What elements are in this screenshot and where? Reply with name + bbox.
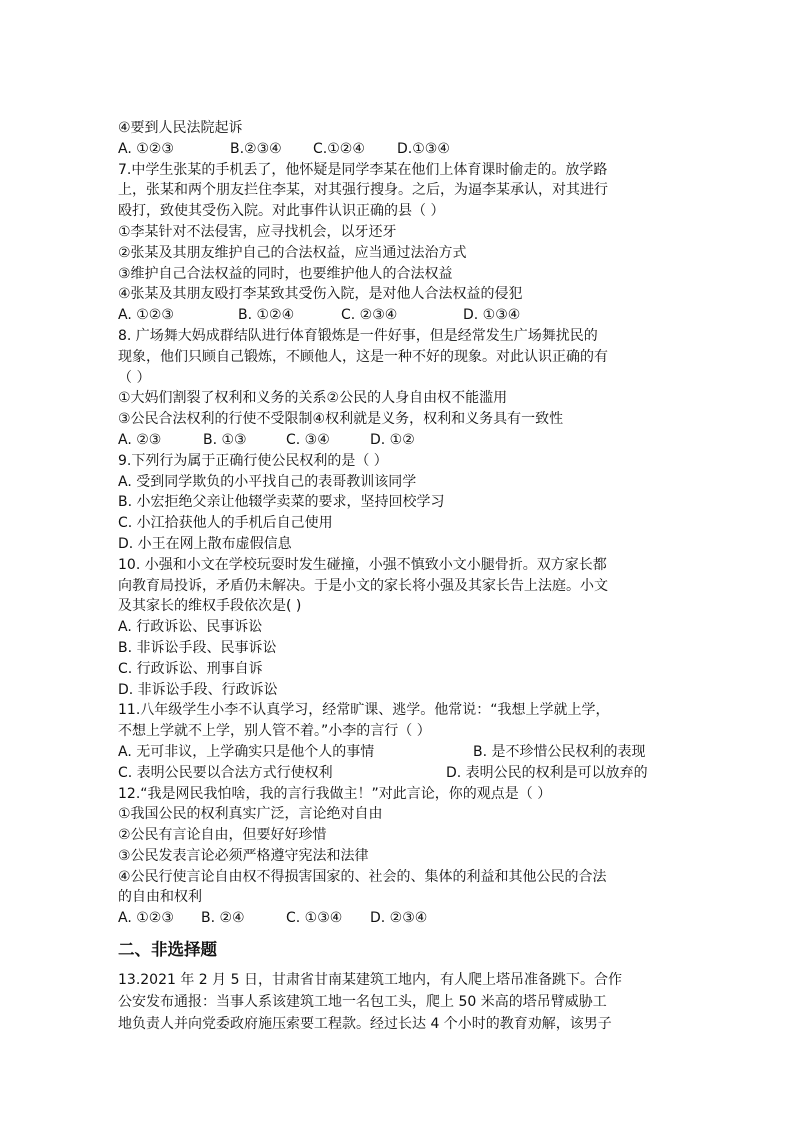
choice-d: D. ①② (370, 431, 415, 448)
choice-b: B. 是不珍惜公民权利的表现 (473, 743, 646, 760)
statement-line: 的自由和权利 (118, 889, 202, 906)
option-line: A. 行政诉讼、民事诉讼 (118, 619, 263, 636)
question-10-line: 10. 小强和小文在学校玩耍时发生碰撞，小强不慎致小文小腿骨折。双方家长都 (118, 556, 607, 573)
option-line: ④要到人民法院起诉 (118, 120, 243, 136)
question-7-line: 上，张某和两个朋友拦住李某，对其强行搜身。之后，为逼李某承认，对其进行 (118, 182, 608, 199)
statement-line: ①李某针对不法侵害，应寻找机会，以牙还牙 (118, 223, 397, 240)
option-line: B. 非诉讼手段、民事诉讼 (118, 639, 277, 656)
question-8-line: 现象，他们只顾自己锻炼，不顾他人，这是一种不好的现象。对此认识正确的有 (118, 348, 608, 365)
option-line: D. 非诉讼手段、行政诉讼 (118, 681, 278, 698)
choice-d: D. 表明公民的权利是可以放弃的 (446, 764, 648, 781)
exam-page (118, 118, 684, 1035)
option-line: D. 小王在网上散布虚假信息 (118, 535, 292, 552)
statement-line: ④张某及其朋友殴打李某致其受伤入院，是对他人合法权益的侵犯 (118, 286, 523, 303)
choice-d: D. ②③④ (370, 910, 428, 927)
statement-line: ③公民合法权利的行使不受限制④权利就是义务，权利和义务具有一致性 (118, 411, 564, 428)
section-heading: 二、非选择题 (118, 940, 217, 960)
statement-line: ①我国公民的权利真实广泛，言论绝对自由 (118, 806, 383, 823)
statement-line: ②公民有言论自由，但要好好珍惜 (118, 827, 327, 844)
question-8-line: 8. 广场舞大妈成群结队进行体育锻炼是一件好事，但是经常发生广场舞扰民的 (118, 327, 598, 344)
statement-line: ②张某及其朋友维护自己的合法权益，应当通过法治方式 (118, 244, 467, 261)
choice-a: A. 无可非议，上学确实只是他个人的事情 (118, 743, 375, 760)
option-line: A. 受到同学欺负的小平找自己的表哥教训该同学 (118, 473, 417, 490)
statement-line: ③公民发表言论必须严格遵守宪法和法律 (118, 847, 369, 864)
option-line: B. 小宏拒绝父亲让他辍学卖菜的要求，坚持回校学习 (118, 494, 445, 511)
question-13-paragraph (118, 969, 684, 1035)
choice-a: A. ①②③ (118, 140, 174, 157)
question-12-line: 12.“我是网民我怕啥，我的言行我做主！”对此言论，你的观点是（ ） (118, 785, 552, 802)
choice-c: C. ①③④ (286, 910, 343, 927)
choice-d: D.①③④ (397, 140, 450, 157)
statement-line: ③维护自己合法权益的同时，也要维护他人的合法权益 (118, 265, 453, 282)
answer-choices-q6 (118, 139, 684, 160)
question-7-line: 7.中学生张某的手机丢了，他怀疑是同学李某在他们上体育课时偷走的。放学路 (118, 161, 608, 178)
choice-a: A. ①②③ (118, 910, 174, 927)
question-7-line: 殴打，致使其受伤入院。对此事件认识正确的县（ ） (118, 203, 445, 220)
choice-a: A. ①②③ (118, 307, 174, 324)
choice-c: C.①②④ (313, 140, 365, 157)
paragraph-line: 13.2021 年 2 月 5 日，甘肃省甘南某建筑工地内，有人爬上塔吊准备跳下。合作 (118, 972, 622, 989)
choice-b: B. ①②④ (238, 307, 295, 324)
answer-choices-q8 (118, 430, 684, 451)
choice-b: B. ②④ (201, 910, 245, 927)
answer-choices-q11-row1 (118, 742, 684, 763)
question-10-line: 向教育局投诉，矛盾仍未解决。于是小文的家长将小强及其家长告上法庭。小文 (118, 577, 608, 594)
choice-d: D. ①③④ (463, 307, 521, 324)
question-11-line: 不想上学就不上学，别人管不着。”小李的言行（ ） (118, 723, 431, 740)
answer-choices-q7 (118, 305, 684, 326)
answer-choices-q12 (118, 908, 684, 929)
choice-c: C. 表明公民要以合法方式行使权利 (118, 764, 333, 781)
question-8-line: （ ） (118, 369, 151, 386)
statement-line: ④公民行使言论自由权不得损害国家的、社会的、集体的利益和其他公民的合法 (118, 868, 607, 885)
option-line: C. 行政诉讼、刑事自诉 (118, 660, 263, 677)
statement-line: ①大妈们割裂了权利和义务的关系②公民的人身自由权不能滥用 (118, 390, 508, 407)
option-line: C. 小江拾获他人的手机后自己使用 (118, 515, 333, 532)
choice-c: C. ②③④ (341, 307, 398, 324)
paragraph-line: 地负责人并向党委政府施压索要工程款。经过长达 4 个小时的教育劝解，该男子 (118, 1016, 612, 1033)
question-9-line: 9.下列行为属于正确行使公民权利的是（ ） (118, 452, 388, 469)
choice-b: B. ①③ (203, 431, 247, 448)
choice-c: C. ③④ (286, 431, 330, 448)
paragraph-line: 公安发布通报：当事人系该建筑工地一名包工头，爬上 50 米高的塔吊臂威胁工 (118, 994, 607, 1011)
choice-b: B.②③④ (230, 140, 282, 157)
answer-choices-q11-row2 (118, 763, 684, 784)
question-11-line: 11.八年级学生小李不认真学习，经常旷课、逃学。他常说：“我想上学就上学， (118, 702, 610, 719)
choice-a: A. ②③ (118, 431, 162, 448)
question-10-line: 及其家长的维权手段依次是( ) (118, 598, 302, 615)
